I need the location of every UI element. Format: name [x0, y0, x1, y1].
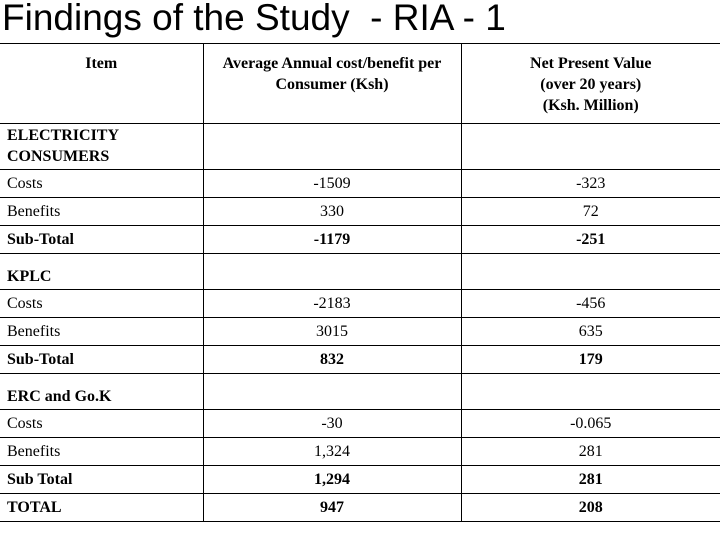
row-label: Costs	[0, 170, 203, 198]
section-label: ERC and Go.K	[0, 374, 203, 410]
table-row	[0, 410, 720, 438]
npv-value: 281	[461, 438, 720, 466]
header-npv-line2: (over 20 years)	[540, 76, 642, 93]
row-label: Benefits	[0, 318, 203, 346]
avg-value: -30	[203, 410, 461, 438]
total-row	[0, 494, 720, 522]
npv-value: -0.065	[461, 410, 720, 438]
row-label: Benefits	[0, 438, 203, 466]
header-npv	[461, 44, 720, 124]
avg-value: 330	[203, 198, 461, 226]
row-label: Benefits	[0, 198, 203, 226]
row-label: Costs	[0, 410, 203, 438]
subtotal-row	[0, 466, 720, 494]
npv-value: 281	[461, 466, 720, 494]
npv-value: -251	[461, 226, 720, 254]
subtotal-row	[0, 346, 720, 374]
row-label: Sub-Total	[0, 346, 203, 374]
table-row	[0, 198, 720, 226]
row-label: Sub Total	[0, 466, 203, 494]
row-label: Sub-Total	[0, 226, 203, 254]
avg-value: 3015	[203, 318, 461, 346]
section-label: KPLC	[0, 254, 203, 290]
subtotal-row	[0, 226, 720, 254]
npv-value: -323	[461, 170, 720, 198]
npv-value: 635	[461, 318, 720, 346]
avg-value: -1179	[203, 226, 461, 254]
avg-value: -2183	[203, 290, 461, 318]
table-row	[0, 170, 720, 198]
avg-value: 1,294	[203, 466, 461, 494]
slide-title: Findings of the Study - RIA - 1	[2, 0, 506, 38]
header-npv-line1: Net Present Value	[530, 55, 652, 72]
npv-value: 208	[461, 494, 720, 522]
avg-value: 947	[203, 494, 461, 522]
section-row-electricity	[0, 124, 720, 170]
avg-value: 1,324	[203, 438, 461, 466]
header-average-annual: Average Annual cost/benefit per Consumer (Ksh)	[203, 44, 461, 124]
npv-value: -456	[461, 290, 720, 318]
section-row-erc	[0, 374, 720, 410]
avg-value: -1509	[203, 170, 461, 198]
findings-table	[0, 43, 720, 522]
header-item: Item	[0, 44, 203, 124]
avg-value: 832	[203, 346, 461, 374]
section-label: ELECTRICITY CONSUMERS	[0, 124, 203, 170]
header-npv-line3: (Ksh. Million)	[542, 97, 639, 114]
table-header-row	[0, 44, 720, 124]
section-row-kplc	[0, 254, 720, 290]
npv-value: 179	[461, 346, 720, 374]
table-row	[0, 290, 720, 318]
table-row	[0, 318, 720, 346]
npv-value: 72	[461, 198, 720, 226]
table-row	[0, 438, 720, 466]
row-label: TOTAL	[0, 494, 203, 522]
row-label: Costs	[0, 290, 203, 318]
